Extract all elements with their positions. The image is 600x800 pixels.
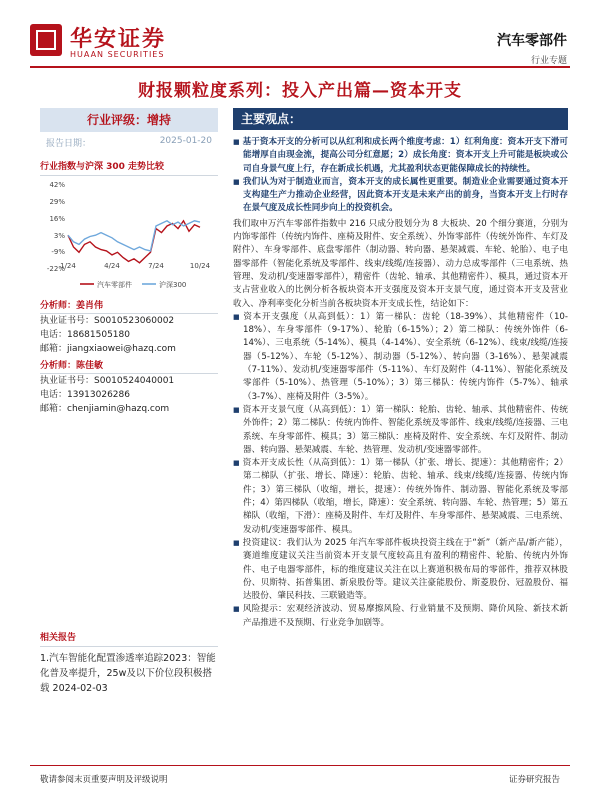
footer-disclaimer[interactable]: 敬请参阅末页重要声明及评级说明	[40, 775, 168, 785]
report-title: 财报颗粒度系列：投入产出篇—资本开支	[138, 81, 462, 101]
header-category: 汽车零部件	[497, 33, 567, 49]
right-column	[233, 108, 568, 630]
analyst-1-phone: 电话：18681505180	[40, 330, 130, 340]
x-tick-label: 4/24	[104, 262, 120, 270]
footer-divider	[30, 765, 570, 766]
x-tick-label: 7/24	[148, 262, 164, 270]
x-tick-label: 10/24	[189, 262, 211, 270]
analyst-2-email[interactable]: 邮箱：chenjiamin@hazq.com	[40, 404, 170, 414]
report-date-value: 2025-01-20	[159, 136, 212, 146]
analyst-2-head: 分析师：陈佳敏	[40, 358, 218, 374]
point-dividend-growth: ■ 基于资本开支的分析可以从红利和成长两个维度考虑：1）红利角度：资本开支下滑可能增厚自由现金流，提高公司分红意愿；2）成长角度：资本开支上升可能是板块或公司自身景气度上行，存在新成长机遇，尤其盈利状态更能保障成长的持续性。	[233, 136, 568, 176]
y-tick-label: 16%	[49, 215, 65, 224]
y-tick-label: -9%	[51, 247, 65, 256]
point-capex-intensity: ■ 资本开支强度（从高到低）：1）第一梯队：齿轮（18-39%）、其他精密件（10-18%）、车身零部件（9-17%）、轮胎（6-15%）；2）第二梯队：传统外饰件（6-14%）、三电系统（5-14%）、模具（4-14%）、安全系统（6-12%）、线束/线缆/连接器（5-12%）、车轮（5-12%）、制动器（5-12%）、转向器（3-16%）、悬架减震（7-11%）、发动机/变速器零部件（5-11%）、车灯及附件（4-11%）、智能化系统及零部件（5-10%）、热管理（5-10%）；3）第三梯队：传统内饰件（5-7%）、轴承（3-7%）、座椅及附件（3-5%）。	[233, 311, 568, 404]
industry-rating: 行业评级：增持	[40, 108, 218, 132]
related-report-item[interactable]: 1.汽车智能化配置渗透率追踪2023：智能化普及率提升，25w及以下价位段积极搭载 2024-02-03	[40, 653, 216, 694]
y-tick-label: -22%	[46, 265, 65, 273]
brand-name-cn: 华安证券	[70, 26, 167, 52]
analyst-2-phone: 电话：13913026286	[40, 390, 130, 400]
point-capex-growth: ■ 资本开支成长性（从高到低）：1）第一梯队（扩张、增长、提速）：其他精密件；2）第二梯队（扩张、增长、降速）：轮胎、齿轮、轴承、线束/线缆/连接器、传统内饰件；3）第三梯队（收缩，增长，提速）：传统外饰件、制动器、智能化系统及零部件；4）第四梯队（收缩，增长，降速）：安全系统、转向器、车轮、热管理；5）第五梯队（收缩，下滑）：座椅及附件、车灯及附件、车身零部件、悬架减震、三电系统、发动机/变速器零部件、模具。	[233, 457, 568, 537]
analyst-1-id: 执业证书号：S0010523060002	[40, 316, 175, 326]
y-tick-label: 3%	[53, 232, 65, 241]
y-tick-label: 42%	[49, 181, 65, 189]
point-capex-sentiment: ■ 资本开支景气度（从高到低）：1）第一梯队：轮胎、齿轮、轴承、其他精密件、传统外饰件；2）第二梯队：传统内饰件、智能化系统及零部件、线束/线缆/连接器、三电系统、车身零部件、模具；3）第三梯队：座椅及附件、安全系统、车灯及附件、制动器、转向器、悬架减震、车轮、热管理、发动机/变速器零部件。	[233, 404, 568, 457]
point-investment-advice: ■ 投资建议：我们认为 2025 年汽车零部件板块投资主线在于“新”（新产品/新产能），赛道维度建议关注当前资本开支景气度较高且有盈利的精密件、轮胎、传统内外饰件、电子电器零部件，标的维度建议关注在以上赛道积极布局的零部件，推荐双林股份、贝斯特、拓普集团、新泉股份等。建议关注豪能股份、斯菱股份、冠盈股份、福达股份、肇民科技、三联锻造等。	[233, 537, 568, 603]
header-subcategory: 行业专题	[530, 56, 567, 66]
point-risk-warning: ■ 风险提示：宏观经济波动、贸易摩擦风险、行业销量不及预期、降价风险、新技术新产品推进不及预期、行业竞争加剧等。	[233, 603, 568, 630]
legend-label: 汽车零部件	[97, 281, 132, 289]
related-reports-head: 相关报告	[40, 630, 218, 647]
brand-name-en: HUAAN SECURITIES	[70, 50, 165, 59]
x-tick-label: 1/24	[60, 262, 76, 270]
analyst-1-email[interactable]: 邮箱：jiangxiaowei@hazq.com	[40, 344, 176, 354]
main-points-head: 主要观点：	[233, 108, 568, 130]
analyst-1-head: 分析师：姜肖伟	[40, 298, 218, 314]
report-date-row	[40, 136, 218, 149]
point-manufacturing: ■ 我们认为对于制造业而言，资本开支的成长属性更重要。制造业企业需要通过资本开支构建生产力推动企业经营，因此资本开支是未来产出的前身，当资本开支上行时存在景气度及成长性同步向上的投资机会。	[233, 176, 568, 216]
left-column	[40, 108, 218, 696]
series-line-0	[68, 221, 200, 263]
point-methodology: 我们取申万汽车零部件指数中 216 只成分股划分为 8 大板块、20 个细分赛道，分别为内饰零部件（传统内饰件、座椅及附件、安全系统）、外饰零部件（传统外饰件、车灯及附件）、车身零部件、底盘零部件（制动器、转向器、悬架减震、车轮、轮胎）、电子电器零部件（智能化系统及零部件、线束/线缆/连接器）、动力总成零部件（三电系统、热管理、发动机/变速器零部件），精密件（齿轮、轴承、其他精密件）、模具，通过资本开支占营业收入的比例分析各板块资本开支强度及资本开支景气度，通过资本开支及营业收入、净利率变化分析当前各板块资本开支成长性，结论如下：	[233, 218, 568, 309]
header-divider	[30, 66, 570, 68]
index-comparison-chart	[40, 178, 218, 294]
report-date-label: 报告日期：	[46, 139, 92, 149]
main-points-body	[233, 136, 568, 630]
legend-label: 沪深300	[159, 281, 187, 289]
chart-title: 行业指数与沪深 300 走势比较	[40, 159, 218, 176]
y-tick-label: 29%	[49, 198, 65, 207]
logo-mark	[30, 24, 62, 56]
footer-report-type: 证券研究报告	[508, 775, 560, 785]
analyst-2-id: 执业证书号：S0010524040001	[40, 376, 175, 386]
